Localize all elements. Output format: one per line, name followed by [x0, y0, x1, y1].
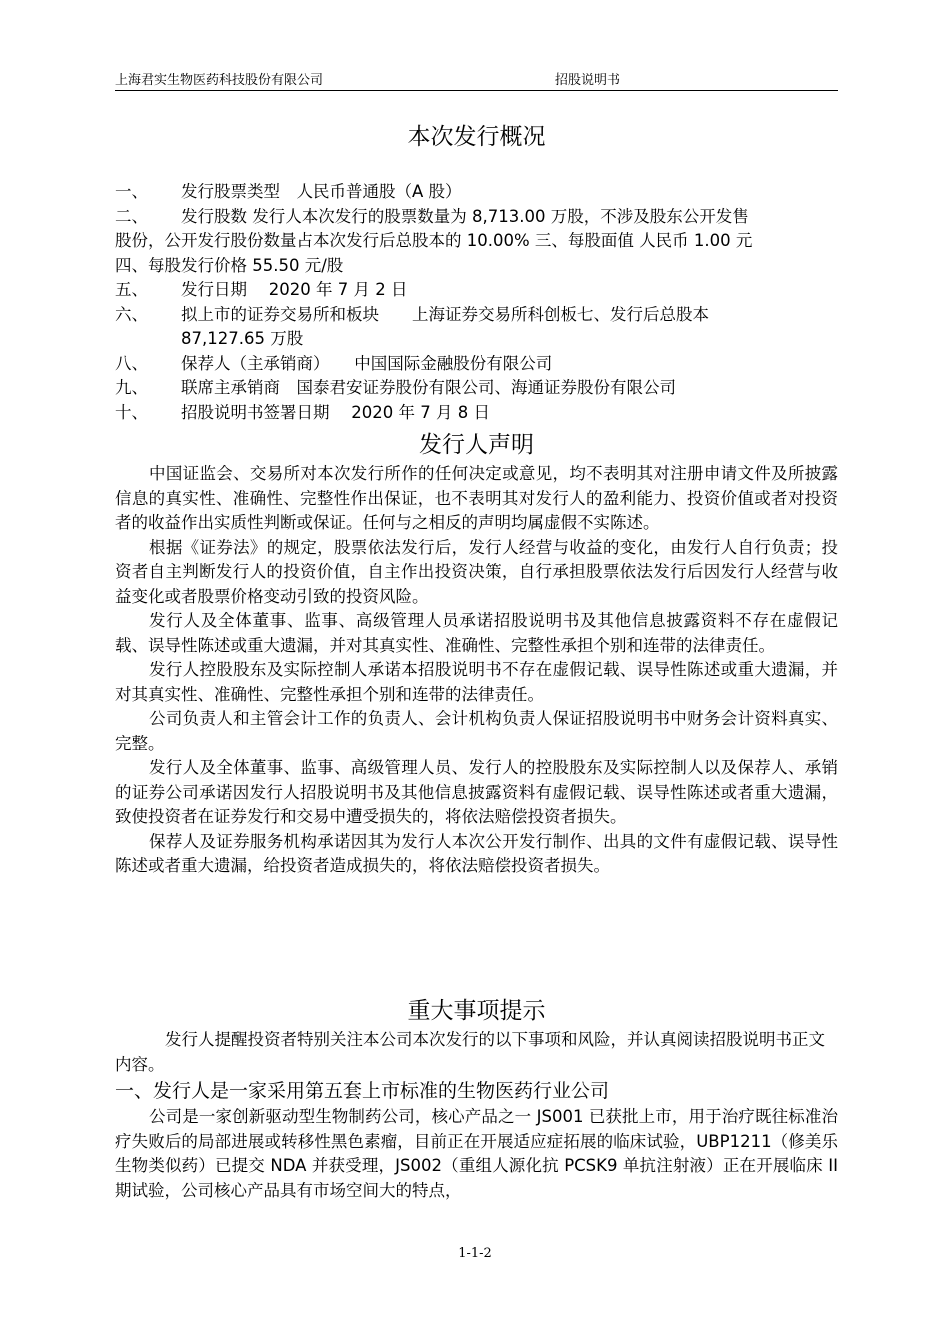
matters-body [115, 1028, 838, 1203]
header-company-name: 上海君实生物医药科技股份有限公司 [115, 73, 324, 88]
declaration-title: 发行人声明 [419, 432, 534, 458]
item-number: 五、 [115, 280, 148, 299]
section-heading: 一、发行人是一家采用第五套上市标准的生物医药行业公司 [115, 1080, 610, 1102]
declaration-paragraph: 保荐人及证券服务机构承诺因其为发行人本次公开发行制作、出具的文件有虚假记载、误导性陈述或者重大遗漏，给投资者造成损失的，将依法赔偿投资者损失。 [115, 831, 838, 875]
item-number: 九、 [115, 378, 148, 397]
page-number: 1-1-2 [458, 1246, 492, 1261]
declaration-paragraph: 根据《证券法》的规定，股票依法发行后，发行人经营与收益的变化，由发行人自行负责；投资者自主判断发行人的投资价值，自主作出投资决策，自行承担股票依法发行后因发行人经营与收益变化或者股票价格变动引致的投资风险。 [115, 537, 838, 606]
overview-item [115, 229, 838, 254]
overview-item [115, 205, 838, 230]
declaration-paragraph: 发行人及全体董事、监事、高级管理人员、发行人的控股股东及实际控制人以及保荐人、承销的证券公司承诺因发行人招股说明书及其他信息披露资料有虚假记载、误导性陈述或者重大遗漏，致使投资者在证券发行和交易中遭受损失的，将依法赔偿投资者损失。 [115, 758, 838, 826]
item-text: 发行股数 发行人本次发行的股票数量为 8,713.00 万股，不涉及股东公开发售 [181, 206, 749, 226]
declaration-paragraph: 发行人控股股东及实际控制人承诺本招股说明书不存在虚假记载、误导性陈述或重大遗漏，并对其真实性、准确性、完整性承担个别和连带的法律责任。 [115, 660, 838, 704]
item-number: 八、 [115, 353, 148, 373]
overview-title: 本次发行概况 [407, 124, 546, 150]
overview-list [115, 180, 838, 425]
header-document-name: 招股说明书 [555, 73, 621, 88]
item-text: 保荐人（主承销商） 中国国际金融股份有限公司 [181, 353, 553, 373]
item-text: 87,127.65 万股 [181, 329, 304, 348]
item-number: 六、 [115, 304, 148, 324]
matters-title: 重大事项提示 [407, 998, 546, 1024]
item-number: 十、 [115, 402, 148, 422]
item-text: 股份，公开发行股份数量占本次发行后总股本的 10.00% 三、每股面值 人民币 1.00 元 [115, 231, 753, 250]
item-text: 发行股票类型 人民币普通股（A 股） [181, 182, 462, 201]
overview-item [115, 278, 838, 303]
item-number: 一、 [115, 182, 148, 201]
overview-item [115, 376, 838, 401]
item-text: 拟上市的证券交易所和板块 上海证券交易所科创板七、发行后总股本 [181, 304, 709, 324]
item-text: 招股说明书签署日期 2020 年 7 月 8 日 [181, 402, 490, 422]
declaration-body [115, 462, 838, 879]
item-number: 二、 [115, 206, 148, 226]
overview-item [115, 180, 838, 205]
page-header [115, 72, 838, 91]
overview-item [115, 327, 838, 352]
item-text: 联席主承销商 国泰君安证券股份有限公司、海通证券股份有限公司 [181, 378, 676, 397]
overview-item [115, 401, 838, 426]
declaration-paragraph: 公司负责人和主管会计工作的负责人、会计机构负责人保证招股说明书中财务会计资料真实、完整。 [115, 709, 838, 753]
item-text: 四、每股发行价格 55.50 元/股 [115, 255, 344, 275]
declaration-paragraph: 发行人及全体董事、监事、高级管理人员承诺招股说明书及其他信息披露资料不存在虚假记载、误导性陈述或重大遗漏，并对其真实性、准确性、完整性承担个别和连带的法律责任。 [115, 611, 838, 655]
item-text: 发行日期 2020 年 7 月 2 日 [181, 280, 408, 299]
declaration-paragraph: 中国证监会、交易所对本次发行所作的任何决定或意见，均不表明其对注册申请文件及所披露信息的真实性、准确性、完整性作出保证，也不表明其对发行人的盈利能力、投资价值或者对投资者的收益作出实质性判断或保证。任何与之相反的声明均属虚假不实陈述。 [115, 464, 838, 532]
overview-item [115, 352, 838, 377]
overview-item [115, 303, 838, 328]
section-paragraph: 公司是一家创新驱动型生物制药公司，核心产品之一 JS001 已获批上市，用于治疗既往标准治疗失败后的局部进展或转移性黑色素瘤，目前正在开展适应症拓展的临床试验，UBP1211（修美乐生物类似药）已提交 NDA 并获受理，JS002（重组人源化抗 PCSK9 单抗注射液）正在开展临床 II 期试验，公司核心产品具有市场空间大的特点， [115, 1107, 838, 1200]
overview-item [115, 254, 838, 279]
matters-intro: 发行人提醒投资者特别关注本公司本次发行的以下事项和风险，并认真阅读招股说明书正文内容。 [115, 1030, 825, 1074]
